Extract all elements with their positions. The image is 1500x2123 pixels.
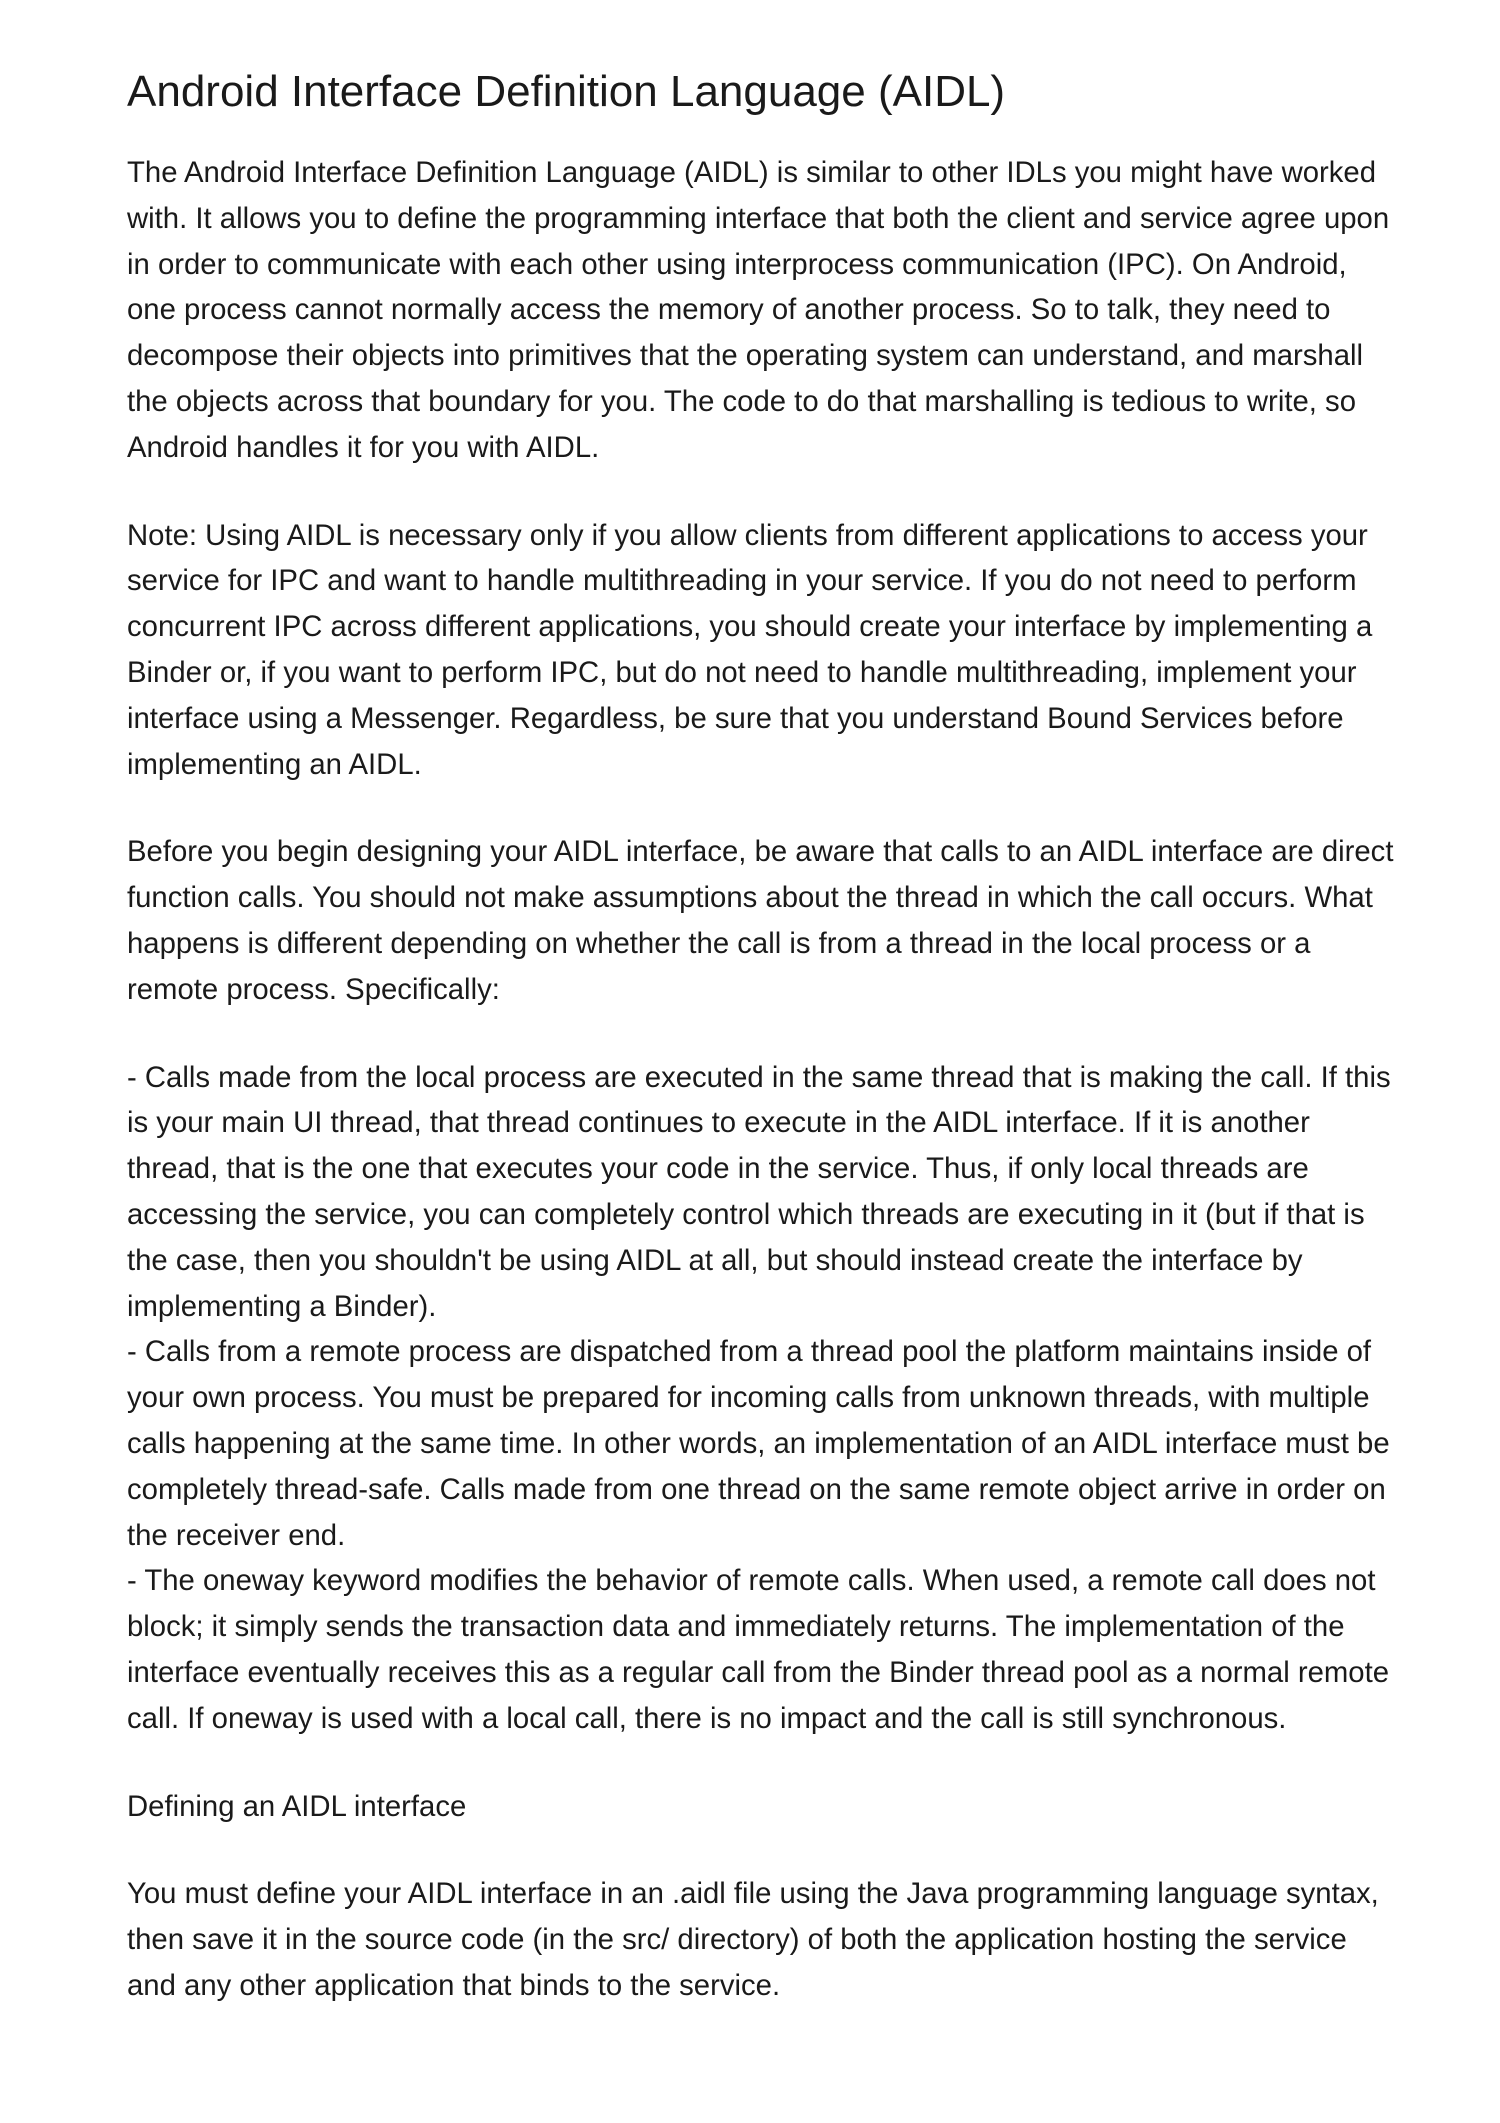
intro-paragraph: The Android Interface Definition Language (AIDL) is similar to other IDLs you might have worked with. It allows you to define the programming interface that both the client and service agree upon in order to communicate with each other using interprocess communication (IPC). On Android, one process cannot normally access the memory of another process. So to talk, they need to decompose their objects into primitives that the operating system can understand, and marshall the objects across that boundary for you. The code to do that marshalling is tedious to write, so Android handles it for you with AIDL. — [127, 156, 1390, 464]
define-aidl-paragraph: You must define your AIDL interface in an .aidl file using the Java programming language syntax, then save it in the source code (in the src/ directory) of both the application hosting the service and any other application that binds to the service. — [127, 1877, 1379, 2002]
bullet-remote-calls: - Calls from a remote process are dispatched from a thread pool the platform maintains inside of your own process. You must be prepared for incoming calls from unknown threads, with multiple calls happening at the same time. In other words, an implementation of an AIDL interface must be completely thread-safe. Calls made from one thread on the same remote object arrive in order on the receiver end. — [127, 1335, 1390, 1552]
page-title: Android Interface Definition Language (AIDL) — [127, 67, 1006, 116]
document-page — [127, 62, 1397, 2051]
section-heading-defining-aidl: Defining an AIDL interface — [127, 1789, 467, 1823]
bullet-local-calls: - Calls made from the local process are executed in the same thread that is making the call. If this is your main UI thread, that thread continues to execute in the AIDL interface. If it is another thread, that is the one that executes your code in the service. Thus, if only local threads are accessing the service, you can completely control which threads are executing in it (but if that is the case, then you shouldn't be using AIDL at all, but should instead create the interface by implementing a Binder). — [127, 1060, 1391, 1323]
threading-paragraph: Before you begin designing your AIDL interface, be aware that calls to an AIDL interface are direct function calls. You should not make assumptions about the thread in which the call occurs. What happens is different depending on whether the call is from a thread in the local process or a remote process. Specifically: — [127, 835, 1394, 1006]
bullet-oneway-keyword: - The oneway keyword modifies the behavior of remote calls. When used, a remote call does not block; it simply sends the transaction data and immediately returns. The implementation of the interface eventually receives this as a regular call from the Binder thread pool as a normal remote call. If oneway is used with a local call, there is no impact and the call is still synchronous. — [127, 1564, 1390, 1735]
threading-bullet-list — [127, 1055, 1397, 1742]
note-paragraph: Note: Using AIDL is necessary only if you allow clients from different applications to access your service for IPC and want to handle multithreading in your service. If you do not need to perform concurrent IPC across different applications, you should create your interface by implementing a Binder or, if you want to perform IPC, but do not need to handle multithreading, implement your interface using a Messenger. Regardless, be sure that you understand Bound Services before implementing an AIDL. — [127, 518, 1373, 781]
